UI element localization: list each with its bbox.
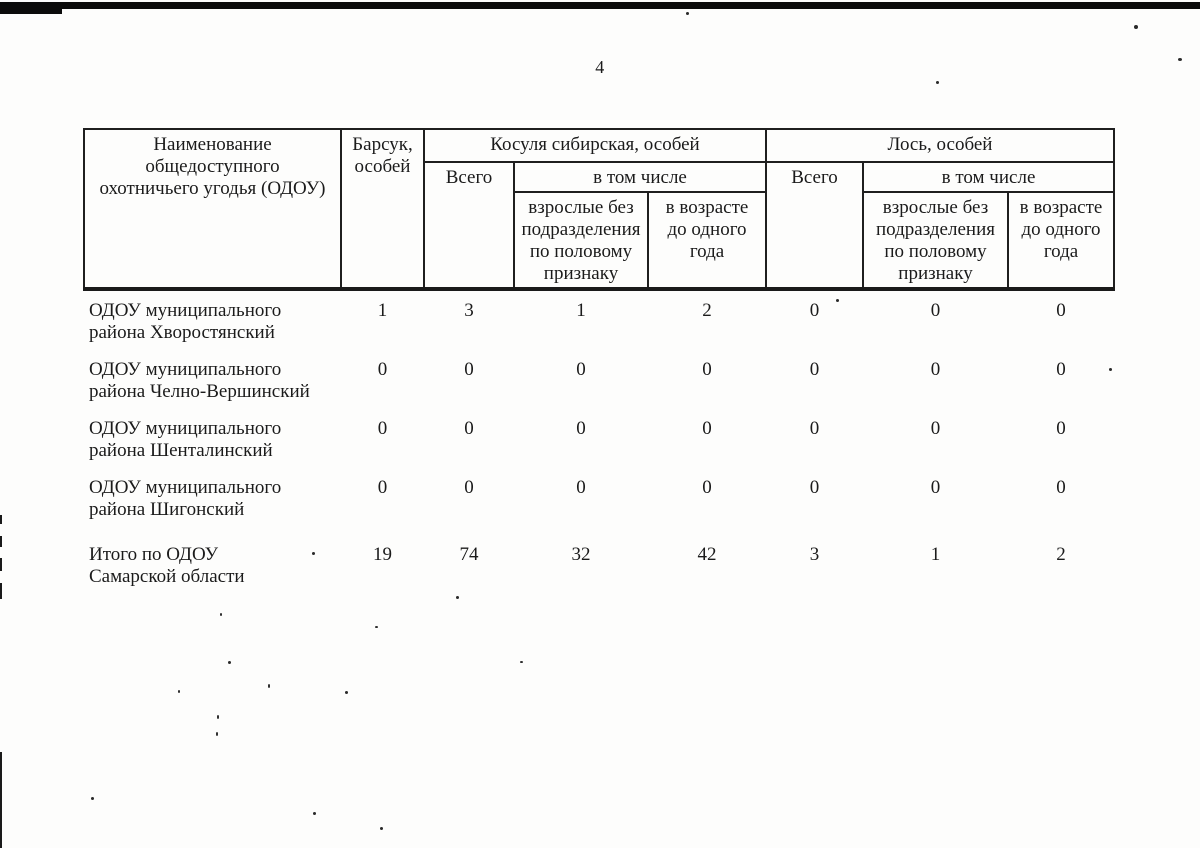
scan-edge-left bbox=[0, 558, 2, 571]
scan-edge-top-blob bbox=[0, 2, 62, 14]
header-badger: Барсук, особей bbox=[341, 129, 424, 289]
value-cell: 0 bbox=[930, 477, 941, 498]
value-cell: 0 bbox=[576, 359, 586, 380]
value-cell: 0 bbox=[1056, 477, 1066, 498]
noise-dot bbox=[313, 812, 316, 815]
noise-dot bbox=[268, 684, 270, 688]
table-row-total bbox=[84, 536, 1114, 603]
noise-dot bbox=[217, 715, 219, 719]
page-number: 4 bbox=[595, 57, 605, 77]
header-roe-including: в том числе bbox=[514, 162, 766, 192]
noise-dot bbox=[380, 827, 383, 830]
header-odou-name: Наименование общедоступного охотничьего угодья (ОДОУ) bbox=[84, 129, 341, 289]
row-label: ОДОУ муниципального района Шигонский bbox=[89, 477, 282, 520]
header-roe-group: Косуля сибирская, особей bbox=[424, 129, 766, 162]
header-roe-total: Всего bbox=[424, 162, 514, 289]
value-cell: 0 bbox=[576, 418, 586, 439]
noise-dot bbox=[686, 12, 689, 15]
value-cell: 0 bbox=[377, 477, 388, 498]
header-moose-yearlings: в возрасте до одного года bbox=[1008, 192, 1114, 289]
value-cell: 0 bbox=[702, 477, 712, 498]
value-cell: 2 bbox=[702, 300, 712, 321]
value-cell: 0 bbox=[576, 477, 586, 498]
table-row-shigonsky bbox=[84, 477, 1114, 536]
scan-edge-left bbox=[0, 515, 2, 524]
noise-dot bbox=[91, 797, 94, 800]
scan-edge-left bbox=[0, 583, 2, 599]
header-moose-including: в том числе bbox=[863, 162, 1114, 192]
table-row-shentalinsky bbox=[84, 418, 1114, 477]
noise-dot bbox=[220, 613, 222, 616]
value-cell: 0 bbox=[930, 418, 941, 439]
value-cell: 1 bbox=[930, 544, 941, 565]
noise-dot bbox=[936, 81, 939, 84]
game-census-table bbox=[83, 128, 1115, 603]
value-cell: 0 bbox=[1056, 418, 1066, 439]
value-cell: 0 bbox=[377, 359, 388, 380]
row-label: ОДОУ муниципального района Шенталинский bbox=[89, 418, 282, 461]
value-cell: 0 bbox=[1056, 300, 1066, 321]
header-roe-yearlings: в возрасте до одного года bbox=[648, 192, 766, 289]
value-cell: 74 bbox=[459, 544, 479, 565]
value-cell: 32 bbox=[571, 544, 591, 565]
noise-dot bbox=[178, 690, 180, 693]
row-label: ОДОУ муниципального района Хворостянский bbox=[89, 300, 282, 343]
value-cell: 0 bbox=[809, 359, 820, 380]
value-cell: 0 bbox=[377, 418, 388, 439]
header-roe-adults: взрослые без подразделения по половому признаку bbox=[514, 192, 648, 289]
row-label: Итого по ОДОУ Самарской области bbox=[89, 544, 245, 587]
value-cell: 0 bbox=[464, 359, 474, 380]
value-cell: 0 bbox=[1056, 359, 1066, 380]
noise-dot bbox=[375, 626, 378, 628]
noise-dot bbox=[228, 661, 231, 664]
value-cell: 1 bbox=[377, 300, 388, 321]
value-cell: 0 bbox=[930, 300, 941, 321]
value-cell: 2 bbox=[1056, 544, 1066, 565]
scan-edge-top bbox=[0, 2, 1200, 9]
noise-dot bbox=[1134, 25, 1138, 29]
value-cell: 19 bbox=[373, 544, 392, 565]
value-cell: 0 bbox=[702, 359, 712, 380]
value-cell: 0 bbox=[702, 418, 712, 439]
row-label: ОДОУ муниципального района Челно-Вершинский bbox=[89, 359, 310, 402]
noise-dot bbox=[520, 661, 523, 663]
value-cell: 42 bbox=[697, 544, 717, 565]
value-cell: 0 bbox=[930, 359, 941, 380]
header-moose-group: Лось, особей bbox=[766, 129, 1114, 162]
value-cell: 1 bbox=[576, 300, 586, 321]
value-cell: 0 bbox=[809, 477, 820, 498]
scan-edge-left bbox=[0, 536, 2, 547]
value-cell: 0 bbox=[464, 418, 474, 439]
header-moose-adults: взрослые без подразделения по половому признаку bbox=[863, 192, 1008, 289]
value-cell: 0 bbox=[809, 300, 820, 321]
value-cell: 3 bbox=[464, 300, 474, 321]
scan-edge-left bbox=[0, 752, 2, 848]
header-moose-total: Всего bbox=[766, 162, 863, 289]
table-row-chelno-vershinsky bbox=[84, 359, 1114, 418]
value-cell: 0 bbox=[464, 477, 474, 498]
table-row-khvorostyansky bbox=[84, 289, 1114, 359]
value-cell: 0 bbox=[809, 418, 820, 439]
noise-dot bbox=[345, 691, 348, 694]
value-cell: 3 bbox=[809, 544, 820, 565]
noise-dot bbox=[216, 732, 218, 736]
